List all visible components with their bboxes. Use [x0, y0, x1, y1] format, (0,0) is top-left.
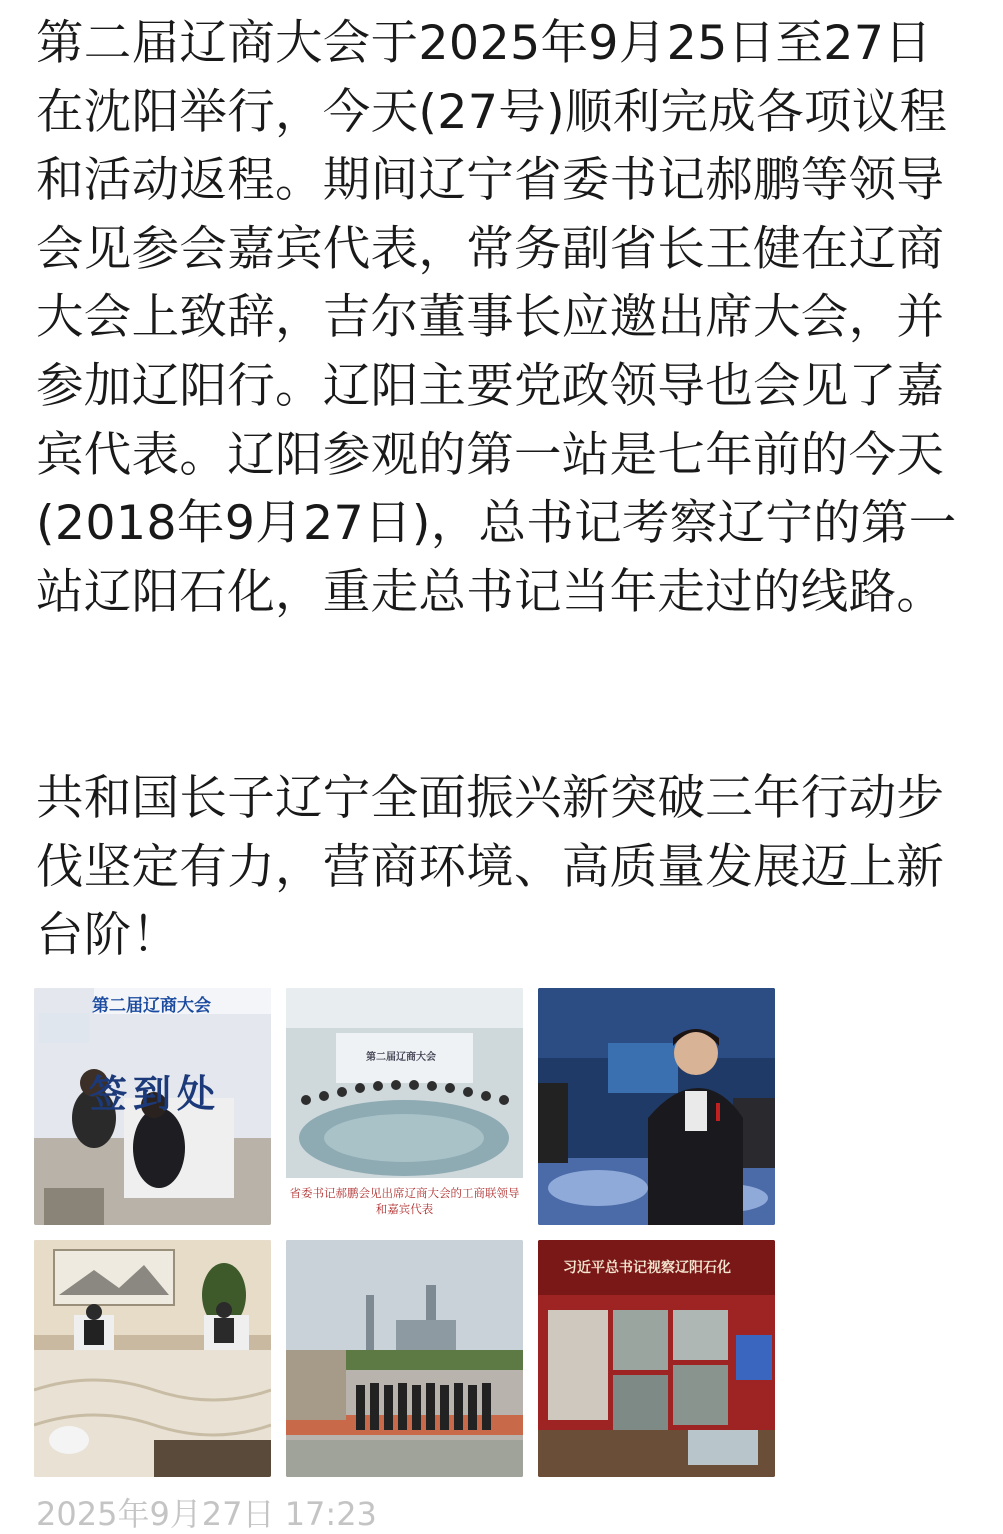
- signin-sign-text: 签到处: [89, 1071, 222, 1116]
- exhibit-banner-text: 习近平总书记视察辽阳石化: [563, 1260, 731, 1276]
- photo-meeting-room[interactable]: [34, 1240, 271, 1477]
- photo-meeting-room-image: [34, 1240, 271, 1477]
- banner-text: 第二届辽商大会: [92, 996, 211, 1016]
- photo-exhibition[interactable]: [538, 1240, 775, 1477]
- post-timestamp: 2025年9月27日 17:23: [36, 1495, 377, 1533]
- photo-man-portrait-image: [538, 988, 775, 1225]
- photo-meeting-hall[interactable]: [286, 988, 523, 1225]
- photo-caption: 省委书记郝鹏会见出席辽商大会的工商联领导和嘉宾代表: [289, 1186, 520, 1216]
- post-text-paragraph-2: 共和国长子辽宁全面振兴新突破三年行动步伐坚定有力，营商环境、高质量发展迈上新台阶！: [36, 771, 945, 964]
- photo-group-outdoor[interactable]: [286, 1240, 523, 1477]
- post-text-paragraph-1: 第二届辽商大会于2025年9月25日至27日在沈阳举行，今天(27号)顺利完成各项议程和活动返程。期间辽宁省委书记郝鹏等领导会见参会嘉宾代表，常务副省长王健在辽商大会上致辞，吉尔董事长应邀出席大会，并参加辽阳行。辽阳主要党政领导也会见了嘉宾代表。辽阳参观的第一站是七年前的今天(2018年9月27日)，总书记考察辽宁的第一站辽阳石化，重走总书记当年走过的线路。: [36, 16, 957, 620]
- photo-man-portrait[interactable]: [538, 988, 775, 1225]
- photo-grid: [34, 988, 775, 1477]
- banner-text: 第二届辽商大会: [366, 1052, 436, 1063]
- photo-signin-desk[interactable]: [34, 988, 271, 1225]
- photo-group-outdoor-image: [286, 1240, 523, 1477]
